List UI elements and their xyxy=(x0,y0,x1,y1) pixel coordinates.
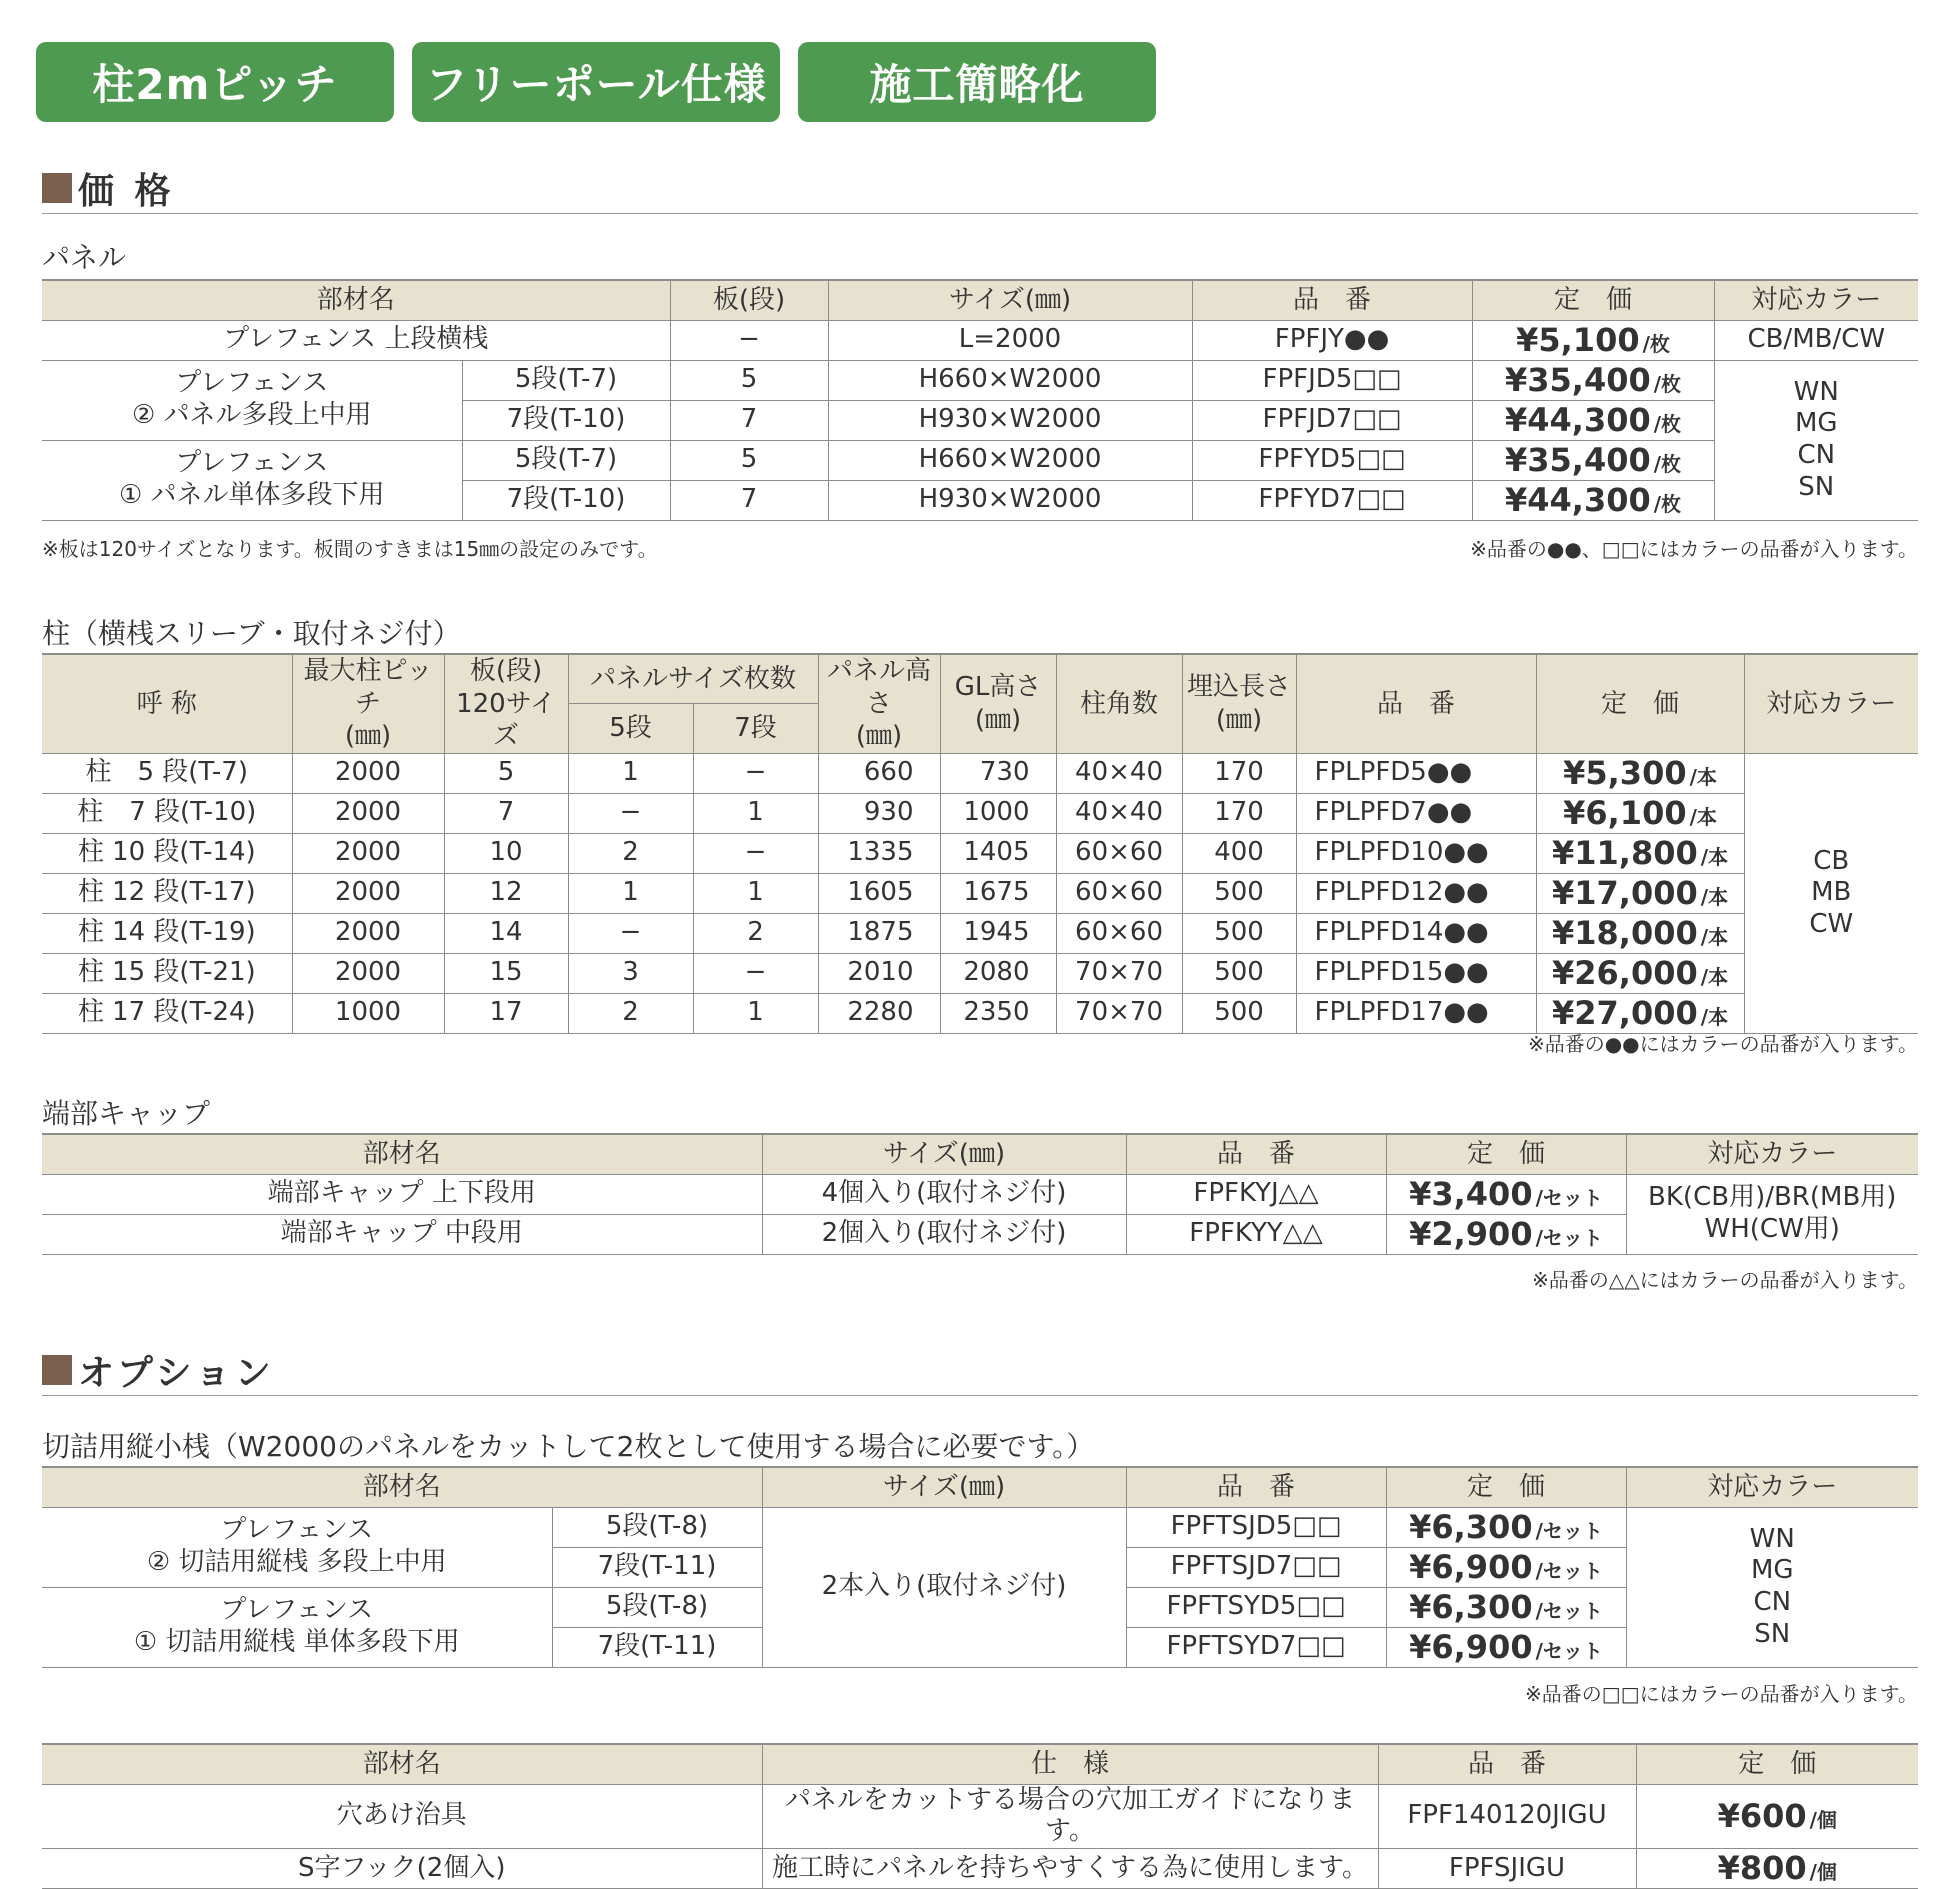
price-unit: /本 xyxy=(1700,844,1729,869)
price-unit: /本 xyxy=(1700,884,1729,909)
table-row xyxy=(42,1784,1918,1848)
header-cell: サイズ(㎜) xyxy=(828,280,1192,320)
group-name-line: ② パネル多段上中用 xyxy=(131,400,372,431)
square-cell: 60×60 xyxy=(1056,833,1182,873)
color-line: WH(CW用) xyxy=(1704,1214,1840,1245)
option1-title: 切詰用縦小桟（W2000のパネルをカットして2枚として使用する場合に必要です。） xyxy=(42,1430,1095,1463)
embed-cell: 500 xyxy=(1182,953,1296,993)
panel-height-cell: 2280 xyxy=(818,993,940,1033)
group-name-line: プレフェンス xyxy=(220,1515,374,1546)
board-cell: 5 xyxy=(444,753,568,793)
code-cell: FPLPFD14●● xyxy=(1296,913,1536,953)
price-unit: /本 xyxy=(1700,1004,1729,1029)
price-value: ¥6,900 xyxy=(1409,1627,1533,1666)
price-unit: /セット xyxy=(1535,1225,1603,1250)
color-line: CW xyxy=(1809,908,1854,939)
name-cell: S字フック(2個入) xyxy=(42,1848,762,1888)
header-line: 最大柱ピッチ xyxy=(303,656,433,719)
type-cell: 7段(T-10) xyxy=(462,400,670,440)
embed-cell: 170 xyxy=(1182,753,1296,793)
price-cell xyxy=(1536,793,1744,833)
header-cell xyxy=(1182,654,1296,753)
group-name-line: ① パネル単体多段下用 xyxy=(118,480,385,511)
name-cell: 端部キャップ 中段用 xyxy=(42,1214,762,1254)
price-unit: /セット xyxy=(1535,1598,1603,1623)
price-unit: /枚 xyxy=(1653,451,1682,476)
price-value: ¥6,100 xyxy=(1563,793,1687,832)
panel-table xyxy=(42,279,1918,521)
square-cell: 70×70 xyxy=(1056,993,1182,1033)
color-line: MB xyxy=(1811,877,1852,908)
code-cell: FPLPFD5●● xyxy=(1296,753,1536,793)
header-cell: 板(段) xyxy=(670,280,828,320)
price-cell xyxy=(1536,753,1744,793)
price-cell xyxy=(1472,400,1714,440)
table-row xyxy=(42,1507,1918,1547)
code-cell: FPLPFD17●● xyxy=(1296,993,1536,1033)
price-unit: /個 xyxy=(1809,1859,1837,1884)
size-cell: 2個入り(取付ネジ付) xyxy=(762,1214,1126,1254)
header-cell: 対応カラー xyxy=(1626,1467,1918,1507)
type-cell: 5段(T-7) xyxy=(462,360,670,400)
square-cell: 40×40 xyxy=(1056,793,1182,833)
header-line: (㎜) xyxy=(344,721,392,751)
gl-height-cell: 1405 xyxy=(940,833,1056,873)
group-name-line: プレフェンス xyxy=(175,448,329,479)
embed-cell: 500 xyxy=(1182,873,1296,913)
board-cell: 14 xyxy=(444,913,568,953)
size-cell: 2本入り(取付ネジ付) xyxy=(762,1507,1126,1667)
group-name-line: プレフェンス xyxy=(220,1595,374,1626)
pitch-cell: 1000 xyxy=(292,993,444,1033)
table-row xyxy=(42,1848,1918,1888)
color-line: CN xyxy=(1797,440,1836,471)
code-cell: FPFKYJ△△ xyxy=(1126,1174,1386,1214)
header-line: (㎜) xyxy=(855,721,903,751)
feature-tag: 柱2mピッチ xyxy=(36,42,394,122)
type-cell: 5段(T-8) xyxy=(552,1587,762,1627)
header-cell: 定 価 xyxy=(1386,1134,1626,1174)
price-value: ¥2,900 xyxy=(1409,1214,1533,1253)
pitch-cell: 2000 xyxy=(292,833,444,873)
d5-cell: − xyxy=(568,793,693,833)
price-unit: /セット xyxy=(1535,1518,1603,1543)
price-cell xyxy=(1536,833,1744,873)
panel-height-cell: 2010 xyxy=(818,953,940,993)
header-cell: 品 番 xyxy=(1378,1744,1636,1784)
header-cell: 部材名 xyxy=(42,280,670,320)
header-cell: 品 番 xyxy=(1296,654,1536,753)
post-note: ※品番の●●にはカラーの品番が入ります。 xyxy=(1527,1032,1918,1056)
price-section-heading xyxy=(42,163,1918,214)
square-bullet-icon xyxy=(42,173,72,203)
header-cell: 定 価 xyxy=(1536,654,1744,753)
option2-table xyxy=(42,1743,1918,1889)
color-line: MG xyxy=(1794,408,1838,439)
price-cell xyxy=(1536,913,1744,953)
gl-height-cell: 1000 xyxy=(940,793,1056,833)
d7-cell: − xyxy=(693,753,818,793)
price-cell xyxy=(1386,1174,1626,1214)
header-line: 埋込長さ xyxy=(1187,672,1292,703)
code-cell: FPFJD5□□ xyxy=(1192,360,1472,400)
price-cell xyxy=(1386,1507,1626,1547)
price-value: ¥44,300 xyxy=(1504,480,1651,519)
header-cell: 呼 称 xyxy=(42,654,292,753)
section-title: 価 格 xyxy=(78,170,175,212)
price-cell xyxy=(1386,1214,1626,1254)
price-unit: /枚 xyxy=(1653,491,1682,516)
header-cell: 部材名 xyxy=(42,1467,762,1507)
cap-table xyxy=(42,1133,1918,1255)
price-value: ¥18,000 xyxy=(1551,913,1698,952)
code-cell: FPFYD5□□ xyxy=(1192,440,1472,480)
table-row xyxy=(42,320,1918,360)
type-cell: 7段(T-10) xyxy=(462,480,670,520)
d5-cell: 2 xyxy=(568,993,693,1033)
code-cell: FPFKYY△△ xyxy=(1126,1214,1386,1254)
cap-title: 端部キャップ xyxy=(42,1097,211,1130)
name-cell: 柱 17 段(T-24) xyxy=(42,993,292,1033)
post-title: 柱（横桟スリーブ・取付ネジ付） xyxy=(42,617,461,650)
code-cell: FPFTSJD7□□ xyxy=(1126,1547,1386,1587)
price-unit: /個 xyxy=(1809,1807,1837,1832)
group-name-cell xyxy=(42,360,462,440)
header-line: GL高さ xyxy=(954,672,1042,703)
price-value: ¥6,300 xyxy=(1409,1507,1533,1546)
code-cell: FPFTSYD5□□ xyxy=(1126,1587,1386,1627)
square-cell: 70×70 xyxy=(1056,953,1182,993)
name-cell: プレフェンス 上段横桟 xyxy=(42,320,670,360)
d5-cell: 1 xyxy=(568,873,693,913)
embed-cell: 170 xyxy=(1182,793,1296,833)
price-unit: /セット xyxy=(1535,1638,1603,1663)
d7-cell: 2 xyxy=(693,913,818,953)
name-cell: 柱 15 段(T-21) xyxy=(42,953,292,993)
feature-tag: 施工簡略化 xyxy=(798,42,1156,122)
size-cell: H930×W2000 xyxy=(828,400,1192,440)
price-cell xyxy=(1386,1547,1626,1587)
square-cell: 60×60 xyxy=(1056,913,1182,953)
price-cell xyxy=(1386,1627,1626,1667)
size-cell: L=2000 xyxy=(828,320,1192,360)
dan-cell: 7 xyxy=(670,480,828,520)
header-line: (㎜) xyxy=(1215,704,1263,735)
board-cell: 7 xyxy=(444,793,568,833)
feature-tag: フリーポール仕様 xyxy=(412,42,780,122)
type-cell: 7段(T-11) xyxy=(552,1547,762,1587)
code-cell: FPFTSJD5□□ xyxy=(1126,1507,1386,1547)
name-cell: 柱 12 段(T-17) xyxy=(42,873,292,913)
price-unit: /本 xyxy=(1689,804,1717,829)
table-row xyxy=(42,793,1918,833)
price-cell xyxy=(1472,480,1714,520)
table-row xyxy=(42,953,1918,993)
code-cell: FPFYD7□□ xyxy=(1192,480,1472,520)
price-cell xyxy=(1386,1587,1626,1627)
price-value: ¥26,000 xyxy=(1551,953,1698,992)
color-cell: CB/MB/CW xyxy=(1714,320,1918,360)
panel-height-cell: 1335 xyxy=(818,833,940,873)
price-value: ¥800 xyxy=(1717,1848,1807,1887)
price-value: ¥11,800 xyxy=(1551,833,1698,872)
size-cell: H660×W2000 xyxy=(828,440,1192,480)
color-cell xyxy=(1714,360,1918,520)
price-value: ¥3,400 xyxy=(1409,1174,1533,1213)
code-cell: FPFJY●● xyxy=(1192,320,1472,360)
group-name-cell xyxy=(42,1507,552,1587)
d7-cell: − xyxy=(693,953,818,993)
group-name-cell xyxy=(42,1587,552,1667)
price-cell xyxy=(1536,953,1744,993)
code-cell: FPFJD7□□ xyxy=(1192,400,1472,440)
name-cell: 柱 7 段(T-10) xyxy=(42,793,292,833)
header-cell: 品 番 xyxy=(1192,280,1472,320)
price-value: ¥6,900 xyxy=(1409,1547,1533,1586)
color-line: SN xyxy=(1754,1618,1791,1649)
d7-cell: 1 xyxy=(693,793,818,833)
gl-height-cell: 2350 xyxy=(940,993,1056,1033)
board-cell: 12 xyxy=(444,873,568,913)
square-cell: 60×60 xyxy=(1056,873,1182,913)
color-line: MG xyxy=(1750,1555,1794,1586)
price-unit: /セット xyxy=(1535,1185,1603,1210)
panel-height-cell: 930 xyxy=(818,793,940,833)
header-cell: 部材名 xyxy=(42,1134,762,1174)
gl-height-cell: 730 xyxy=(940,753,1056,793)
panel-height-cell: 1605 xyxy=(818,873,940,913)
code-cell: FPLPFD7●● xyxy=(1296,793,1536,833)
header-cell: サイズ(㎜) xyxy=(762,1467,1126,1507)
header-cell: 柱角数 xyxy=(1056,654,1182,753)
price-value: ¥6,300 xyxy=(1409,1587,1533,1626)
section-title: オプション xyxy=(78,1352,275,1394)
pitch-cell: 2000 xyxy=(292,913,444,953)
d7-cell: 1 xyxy=(693,873,818,913)
price-cell xyxy=(1472,360,1714,400)
price-cell xyxy=(1636,1848,1918,1888)
price-unit: /枚 xyxy=(1653,411,1682,436)
price-unit: /本 xyxy=(1700,924,1729,949)
dan-cell: − xyxy=(670,320,828,360)
code-cell: FPFSJIGU xyxy=(1378,1848,1636,1888)
panel-height-cell: 660 xyxy=(818,753,940,793)
code-cell: FPFTSYD7□□ xyxy=(1126,1627,1386,1667)
pitch-cell: 2000 xyxy=(292,793,444,833)
size-cell: H660×W2000 xyxy=(828,360,1192,400)
color-line: CB xyxy=(1813,845,1850,876)
code-cell: FPF140120JIGU xyxy=(1378,1784,1636,1848)
group-name-cell xyxy=(42,440,462,520)
price-value: ¥27,000 xyxy=(1551,993,1698,1032)
price-cell xyxy=(1472,440,1714,480)
spec-cell: 施工時にパネルを持ちやすくする為に使用します。 xyxy=(762,1848,1378,1888)
gl-height-cell: 1675 xyxy=(940,873,1056,913)
size-cell: 4個入り(取付ネジ付) xyxy=(762,1174,1126,1214)
header-cell: 品 番 xyxy=(1126,1134,1386,1174)
table-row xyxy=(42,360,1918,400)
dan-cell: 7 xyxy=(670,400,828,440)
price-unit: /枚 xyxy=(1653,371,1682,396)
feature-tags xyxy=(36,42,1156,122)
color-line: WN xyxy=(1749,1523,1795,1554)
d5-cell: 2 xyxy=(568,833,693,873)
code-cell: FPLPFD15●● xyxy=(1296,953,1536,993)
embed-cell: 500 xyxy=(1182,993,1296,1033)
d7-cell: 1 xyxy=(693,993,818,1033)
board-cell: 15 xyxy=(444,953,568,993)
name-cell: 端部キャップ 上下段用 xyxy=(42,1174,762,1214)
header-cell: 仕 様 xyxy=(762,1744,1378,1784)
price-value: ¥35,400 xyxy=(1504,360,1651,399)
name-cell: 柱 10 段(T-14) xyxy=(42,833,292,873)
size-cell: H930×W2000 xyxy=(828,480,1192,520)
table-row xyxy=(42,753,1918,793)
price-unit: /枚 xyxy=(1642,331,1670,356)
code-cell: FPLPFD10●● xyxy=(1296,833,1536,873)
option1-note: ※品番の□□にはカラーの品番が入ります。 xyxy=(1525,1682,1918,1706)
color-line: CN xyxy=(1753,1587,1792,1618)
panel-note-left: ※板は120サイズとなります。板間のすきまは15㎜の設定のみです。 xyxy=(42,537,658,561)
group-name-line: ② 切詰用縦桟 多段上中用 xyxy=(146,1547,447,1578)
header-line: 120サイズ xyxy=(456,688,556,751)
square-cell: 40×40 xyxy=(1056,753,1182,793)
table-row xyxy=(42,833,1918,873)
price-value: ¥600 xyxy=(1717,1796,1807,1835)
table-row xyxy=(42,873,1918,913)
header-cell: 対応カラー xyxy=(1626,1134,1918,1174)
header-cell xyxy=(940,654,1056,753)
price-unit: /本 xyxy=(1689,764,1717,789)
color-line: BK(CB用)/BR(MB用) xyxy=(1648,1182,1897,1213)
header-cell: 5段 xyxy=(568,704,693,754)
header-cell: 7段 xyxy=(693,704,818,754)
option-section-heading xyxy=(42,1345,1918,1396)
table-row xyxy=(42,913,1918,953)
price-cell xyxy=(1472,320,1714,360)
dan-cell: 5 xyxy=(670,440,828,480)
price-unit: /セット xyxy=(1535,1558,1603,1583)
panel-title: パネル xyxy=(42,241,127,274)
header-line: 板(段) xyxy=(469,656,543,686)
header-cell: 部材名 xyxy=(42,1744,762,1784)
post-table xyxy=(42,653,1918,1034)
cap-note: ※品番の△△にはカラーの品番が入ります。 xyxy=(1532,1268,1918,1292)
color-cell xyxy=(1744,753,1918,1033)
code-cell: FPLPFD12●● xyxy=(1296,873,1536,913)
table-row xyxy=(42,1174,1918,1214)
header-line: (㎜) xyxy=(974,704,1022,735)
color-cell xyxy=(1626,1174,1918,1254)
header-cell: パネルサイズ枚数 xyxy=(568,654,818,704)
color-line: SN xyxy=(1798,471,1835,502)
board-cell: 10 xyxy=(444,833,568,873)
price-value: ¥17,000 xyxy=(1551,873,1698,912)
type-cell: 7段(T-11) xyxy=(552,1627,762,1667)
price-cell xyxy=(1536,873,1744,913)
price-unit: /本 xyxy=(1700,964,1729,989)
d5-cell: − xyxy=(568,913,693,953)
gl-height-cell: 2080 xyxy=(940,953,1056,993)
header-line: パネル高さ xyxy=(827,656,932,719)
dan-cell: 5 xyxy=(670,360,828,400)
header-cell: 定 価 xyxy=(1636,1744,1918,1784)
header-cell: サイズ(㎜) xyxy=(762,1134,1126,1174)
embed-cell: 400 xyxy=(1182,833,1296,873)
panel-note-right: ※品番の●●、□□にはカラーの品番が入ります。 xyxy=(1470,537,1918,561)
header-cell xyxy=(444,654,568,753)
header-cell xyxy=(292,654,444,753)
option1-table xyxy=(42,1466,1918,1668)
color-cell xyxy=(1626,1507,1918,1667)
d5-cell: 3 xyxy=(568,953,693,993)
header-cell: 定 価 xyxy=(1386,1467,1626,1507)
square-bullet-icon xyxy=(42,1355,72,1385)
gl-height-cell: 1945 xyxy=(940,913,1056,953)
panel-height-cell: 1875 xyxy=(818,913,940,953)
name-cell: 穴あけ治具 xyxy=(42,1784,762,1848)
header-cell: 対応カラー xyxy=(1744,654,1918,753)
pitch-cell: 2000 xyxy=(292,953,444,993)
d7-cell: − xyxy=(693,833,818,873)
board-cell: 17 xyxy=(444,993,568,1033)
price-value: ¥5,100 xyxy=(1516,320,1640,359)
price-value: ¥44,300 xyxy=(1504,400,1651,439)
color-line: WN xyxy=(1793,376,1839,407)
spec-cell: パネルをカットする場合の穴加工ガイドになります。 xyxy=(762,1784,1378,1848)
price-value: ¥35,400 xyxy=(1504,440,1651,479)
header-cell: 品 番 xyxy=(1126,1467,1386,1507)
d5-cell: 1 xyxy=(568,753,693,793)
header-cell: 定 価 xyxy=(1472,280,1714,320)
type-cell: 5段(T-7) xyxy=(462,440,670,480)
header-cell: 対応カラー xyxy=(1714,280,1918,320)
pitch-cell: 2000 xyxy=(292,753,444,793)
type-cell: 5段(T-8) xyxy=(552,1507,762,1547)
group-name-line: プレフェンス xyxy=(175,368,329,399)
price-cell xyxy=(1636,1784,1918,1848)
name-cell: 柱 14 段(T-19) xyxy=(42,913,292,953)
pitch-cell: 2000 xyxy=(292,873,444,913)
group-name-line: ① 切詰用縦桟 単体多段下用 xyxy=(133,1627,460,1658)
name-cell: 柱 5 段(T-7) xyxy=(42,753,292,793)
table-row xyxy=(42,440,1918,480)
header-cell xyxy=(818,654,940,753)
embed-cell: 500 xyxy=(1182,913,1296,953)
price-value: ¥5,300 xyxy=(1563,753,1687,792)
